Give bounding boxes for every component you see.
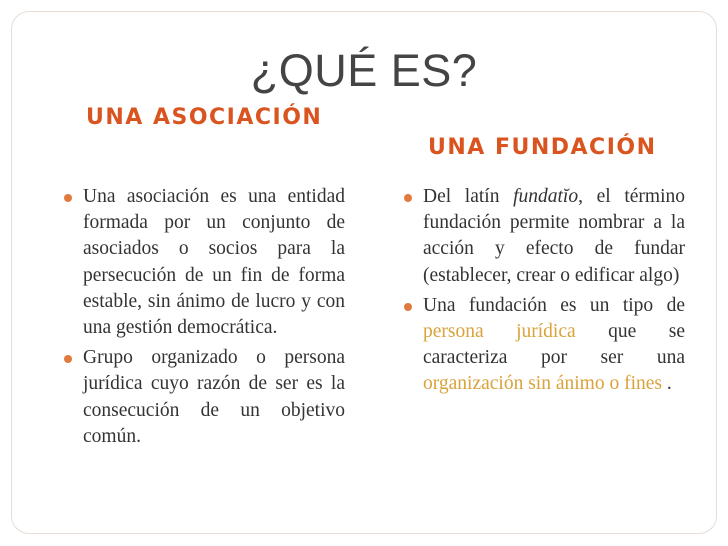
- list-item: [83, 184, 345, 341]
- latin-term: fundatĭo: [513, 186, 579, 207]
- fundacion-list: [423, 184, 685, 402]
- persona-juridica-link[interactable]: persona jurídica: [423, 321, 576, 343]
- slide-title: ¿QUÉ ES?: [250, 45, 478, 96]
- fundacion-middle: que se caracteriza por ser una: [423, 321, 685, 369]
- heading-asociacion: UNA ASOCIACIÓN: [86, 105, 323, 130]
- asociacion-list: [83, 184, 345, 454]
- asociacion-definition: Una asociación es una entidad formada por un conjunto de asociados o socios para la persecución de un fin de forma estable, sin ánimo de lucro y con una gestión democrática.: [83, 186, 345, 339]
- organizacion-link[interactable]: organización sin ánimo o fines: [423, 373, 662, 395]
- bullet-icon: [64, 194, 72, 202]
- fundacion-prefix: Una fundación es un tipo de: [423, 294, 685, 316]
- list-item: [83, 345, 345, 450]
- list-item: [423, 184, 685, 289]
- etymology-prefix: Del latín: [423, 186, 514, 207]
- list-item: [423, 293, 685, 398]
- asociacion-group-definition: Grupo organizado o persona jurídica cuyo razón de ser es la consecución de un objetivo común.: [83, 347, 345, 447]
- etymology-suffix: , el término fundación permite nombrar a la acción y efecto de fundar (establecer, crear o edificar algo): [423, 186, 685, 286]
- bullet-icon: [404, 194, 412, 202]
- bullet-icon: [404, 303, 412, 311]
- fundacion-suffix: .: [662, 373, 672, 395]
- heading-fundacion: UNA FUNDACIÓN: [428, 135, 657, 160]
